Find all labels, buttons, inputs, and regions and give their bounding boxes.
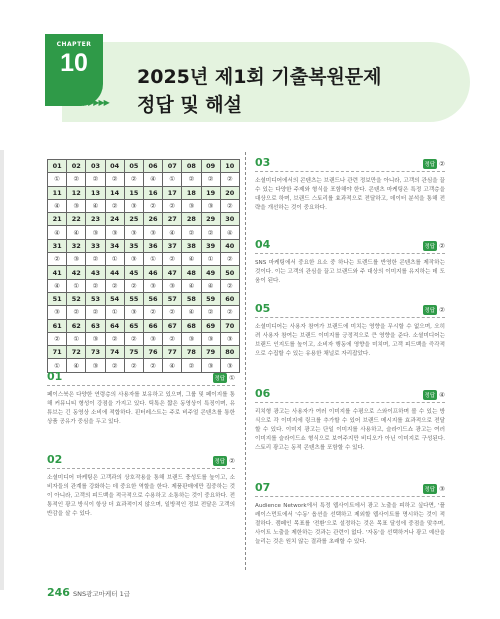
answer-row [48, 199, 240, 212]
answer-cell: ④ [86, 199, 105, 212]
question-number: 07 [255, 481, 271, 494]
answer-cell: ② [143, 306, 162, 319]
answer-badge: 정답 [423, 305, 438, 315]
explanation-01 [47, 370, 235, 427]
answer-cell: ③ [86, 332, 105, 345]
question-number-cell: 19 [201, 186, 220, 199]
answer-cell: ② [143, 199, 162, 212]
question-number-cell: 49 [201, 266, 220, 279]
question-number-cell: 78 [182, 346, 201, 359]
answer-table [47, 159, 240, 373]
answer-cell: ④ [182, 279, 201, 292]
answer-cell: ③ [201, 199, 220, 212]
answer-cell: ③ [143, 332, 162, 345]
answer-cell: ② [105, 279, 124, 292]
question-number-cell: 34 [105, 239, 124, 252]
question-number-cell: 59 [201, 292, 220, 305]
question-number-cell: 47 [163, 266, 182, 279]
question-number-cell: 58 [182, 292, 201, 305]
question-number-cell: 15 [124, 186, 143, 199]
answer-cell: ① [48, 173, 67, 186]
answer-cell: ① [67, 279, 86, 292]
answer-value: ③ [439, 485, 445, 493]
question-number-cell: 50 [220, 266, 239, 279]
question-number-row [48, 186, 240, 199]
question-number-cell: 79 [201, 346, 220, 359]
question-number-row [48, 213, 240, 226]
question-number-cell: 45 [124, 266, 143, 279]
explanation-text: 소셜미디어는 사용자 참여가 브랜드에 미치는 영향을 무시할 수 없으며, 오히려 사용자 참여는 브랜드 이미지를 긍정적으로 큰 영향을 준다. 소셜미디어는 브랜드 인지도를 높이고, 소비자 행동에 영향을 미치며, 고객 피드백을 즉각적으로 수집할 수 있는 유용한 채널로 자리잡았다. [255, 324, 445, 357]
answer-value: ② [439, 306, 445, 314]
question-number-cell: 01 [48, 160, 67, 173]
question-number-cell: 32 [67, 239, 86, 252]
question-number-cell: 07 [163, 160, 182, 173]
answer-row [48, 332, 240, 345]
answer-cell: ④ [163, 359, 182, 372]
answer-cell: ② [67, 173, 86, 186]
answer-cell: ② [220, 199, 239, 212]
question-number-cell: 41 [48, 266, 67, 279]
chapter-number: 10 [60, 49, 88, 77]
question-number-cell: 65 [124, 319, 143, 332]
answer-cell: ③ [163, 279, 182, 292]
question-number-cell: 62 [67, 319, 86, 332]
answer-cell: ① [67, 332, 86, 345]
question-number-cell: 24 [105, 213, 124, 226]
answer-cell: ④ [163, 226, 182, 239]
answer-cell: ② [201, 173, 220, 186]
explanation-02 [47, 453, 235, 519]
chapter-label: CHAPTER [56, 41, 92, 48]
question-number-cell: 48 [182, 266, 201, 279]
answer-cell: ④ [182, 253, 201, 266]
answer-row [48, 306, 240, 319]
explanation-text: 소셜미디어에서의 콘텐츠는 브랜드나 관련 정보만을 아니라, 고객의 관심을 끌 수 있는 다양한 주제와 형식을 포함해야 한다. 콘텐츠 마케팅은 특정 고객층을 대상으로 하며, 브랜드 스토리를 효과적으로 전달하고, 데이터 분석을 통해 전략을 개선하는 것이 중요하다. [255, 178, 445, 211]
question-number-cell: 63 [86, 319, 105, 332]
answer-cell: ② [143, 359, 162, 372]
question-number-cell: 31 [48, 239, 67, 252]
answer-cell: ③ [86, 359, 105, 372]
answer-cell: ③ [86, 226, 105, 239]
answer-cell: ② [124, 279, 143, 292]
answer-cell: ③ [124, 199, 143, 212]
question-number-cell: 27 [163, 213, 182, 226]
answer-cell: ③ [48, 306, 67, 319]
explanation-text: 소셜미디어 마케팅은 고객과의 상호작용을 통해 브랜드 충성도를 높이고, 소비자들의 관계를 강화하는 데 중요한 역할을 한다. 제품판매에만 집중하는 것이 아니라, 고객의 피드백을 적극적으로 수용하고 소통하는 것이 중요하다. 전통적인 광고 방식이 항상 더 효과적이지 않으며, 일방적인 정보 전달은 고객의 반감을 살 수 있다. [47, 475, 235, 517]
question-number-row [48, 292, 240, 305]
question-number-cell: 60 [220, 292, 239, 305]
answer-cell: ④ [67, 359, 86, 372]
question-number-cell: 16 [143, 186, 162, 199]
question-number-cell: 13 [86, 186, 105, 199]
question-number-cell: 28 [182, 213, 201, 226]
question-number: 01 [47, 370, 63, 383]
answer-cell: ③ [143, 279, 162, 292]
answer-cell: ② [105, 359, 124, 372]
column-divider [245, 152, 246, 570]
answer-value: ② [439, 242, 445, 250]
question-number-cell: 35 [124, 239, 143, 252]
question-number-cell: 55 [124, 292, 143, 305]
answer-badge: 정답 [423, 390, 438, 400]
answer-cell: ② [182, 359, 201, 372]
question-number-cell: 30 [220, 213, 239, 226]
answer-cell: ① [143, 253, 162, 266]
page-subtitle: 정답 및 해설 [137, 94, 242, 116]
explanation-text: 리치형 광고는 사용자가 여러 이미지를 수평으로 스와이프하며 볼 수 있는 방식으로 각 이미지에 링크를 추가할 수 있어 브랜드 메시지를 효과적으로 전달할 수 있다. 이미지 광고는 단일 이미지를 사용하고, 슬라이드쇼 광고는 여러 이미지를 슬라이드쇼 형식으로 보여주지만 비디오가 아닌 이미지로 구성된다. 스토리 광고는 동적 콘텐츠를 포함할 수 있다. [255, 409, 445, 451]
answer-cell: ② [86, 306, 105, 319]
answer-cell: ② [182, 173, 201, 186]
question-number-cell: 57 [163, 292, 182, 305]
answer-cell: ④ [48, 279, 67, 292]
question-number-cell: 68 [182, 319, 201, 332]
explanation-05 [255, 302, 445, 359]
question-number-cell: 02 [67, 160, 86, 173]
answer-cell: ④ [201, 279, 220, 292]
question-number-cell: 06 [143, 160, 162, 173]
question-number-cell: 08 [182, 160, 201, 173]
answer-value: ① [229, 374, 235, 382]
question-number-cell: 20 [220, 186, 239, 199]
answer-cell: ③ [67, 253, 86, 266]
question-number-cell: 18 [182, 186, 201, 199]
answer-row [48, 173, 240, 186]
answer-cell: ④ [143, 173, 162, 186]
question-number-cell: 80 [220, 346, 239, 359]
answer-cell: ② [163, 332, 182, 345]
question-number-cell: 73 [86, 346, 105, 359]
answer-cell: ④ [182, 306, 201, 319]
question-number-cell: 71 [48, 346, 67, 359]
answer-cell: ② [201, 226, 220, 239]
answer-row [48, 253, 240, 266]
answer-cell: ② [163, 253, 182, 266]
answer-cell: ④ [48, 199, 67, 212]
page-number: 246 [47, 586, 70, 599]
answer-cell: ③ [105, 226, 124, 239]
answer-cell: ② [67, 306, 86, 319]
question-number-row [48, 239, 240, 252]
answer-cell: ② [201, 306, 220, 319]
answer-cell: ② [220, 253, 239, 266]
answer-cell: ③ [67, 199, 86, 212]
question-number-cell: 40 [220, 239, 239, 252]
question-number-cell: 37 [163, 239, 182, 252]
question-number-cell: 03 [86, 160, 105, 173]
answer-cell: ② [86, 173, 105, 186]
answer-badge: 정답 [423, 484, 438, 494]
question-number-cell: 36 [143, 239, 162, 252]
question-number-cell: 38 [182, 239, 201, 252]
question-number-cell: 44 [105, 266, 124, 279]
question-number-cell: 72 [67, 346, 86, 359]
answer-badge: 정답 [423, 159, 438, 169]
question-number-row [48, 266, 240, 279]
question-number-row [48, 319, 240, 332]
answer-cell: ② [48, 332, 67, 345]
answer-cell: ② [124, 173, 143, 186]
question-number-cell: 52 [67, 292, 86, 305]
page-title: 2025년 제1회 기출복원문제 [137, 66, 382, 88]
question-number-cell: 22 [67, 213, 86, 226]
question-number-row [48, 160, 240, 173]
answer-cell: ③ [124, 226, 143, 239]
explanation-06 [255, 387, 445, 453]
answer-cell: ② [86, 279, 105, 292]
answer-cell: ① [163, 173, 182, 186]
answer-cell: ④ [220, 226, 239, 239]
left-edge-bar [0, 150, 4, 590]
question-number-cell: 51 [48, 292, 67, 305]
question-number-cell: 29 [201, 213, 220, 226]
answer-value: ② [229, 457, 235, 465]
question-number-cell: 04 [105, 160, 124, 173]
explanation-07 [255, 481, 445, 547]
question-number-cell: 25 [124, 213, 143, 226]
answer-cell: ② [124, 359, 143, 372]
question-number-cell: 64 [105, 319, 124, 332]
answer-cell: ② [163, 306, 182, 319]
book-title: SNS광고마케터 1급 [73, 590, 130, 598]
question-number-cell: 23 [86, 213, 105, 226]
answer-cell: ② [48, 253, 67, 266]
answer-cell: ① [105, 306, 124, 319]
answer-cell: ③ [220, 359, 239, 372]
question-number-cell: 17 [163, 186, 182, 199]
question-number-cell: 43 [86, 266, 105, 279]
answer-cell: ② [182, 226, 201, 239]
answer-cell: ② [163, 199, 182, 212]
question-number-cell: 33 [86, 239, 105, 252]
answer-cell: ② [105, 332, 124, 345]
explanation-04 [255, 238, 445, 286]
answer-value: ④ [439, 391, 445, 399]
answer-cell: ② [105, 173, 124, 186]
question-number-cell: 42 [67, 266, 86, 279]
question-number-cell: 26 [143, 213, 162, 226]
answer-cell: ② [220, 279, 239, 292]
answer-cell: ③ [182, 332, 201, 345]
question-number-cell: 46 [143, 266, 162, 279]
question-number-cell: 39 [201, 239, 220, 252]
answer-cell: ① [48, 359, 67, 372]
question-number-cell: 74 [105, 346, 124, 359]
answer-row [48, 279, 240, 292]
question-number-row [48, 346, 240, 359]
answer-cell: ② [86, 253, 105, 266]
question-number: 05 [255, 302, 271, 315]
arrows-decoration-icon: ▶▶▶▶▶ [83, 98, 109, 107]
answer-cell: ③ [201, 359, 220, 372]
answer-cell: ③ [220, 332, 239, 345]
question-number-cell: 11 [48, 186, 67, 199]
question-number-cell: 05 [124, 160, 143, 173]
explanation-03 [255, 156, 445, 213]
question-number: 03 [255, 156, 271, 169]
question-number-cell: 67 [163, 319, 182, 332]
answer-cell: ① [201, 253, 220, 266]
question-number-cell: 76 [143, 346, 162, 359]
answer-cell: ③ [182, 199, 201, 212]
question-number-cell: 66 [143, 319, 162, 332]
answer-badge: 정답 [213, 456, 228, 466]
answer-cell: ② [220, 173, 239, 186]
answer-cell: ② [220, 306, 239, 319]
answer-cell: ③ [143, 226, 162, 239]
answer-cell: ③ [124, 306, 143, 319]
answer-cell: ④ [67, 226, 86, 239]
answer-cell: ② [105, 199, 124, 212]
question-number-cell: 54 [105, 292, 124, 305]
explanation-text: Audience Network에서 특정 웹사이트에서 광고 노출을 피하고 싶다면, '플레이스먼트에서 '수동' 옵션을 선택하고 제외할 웹사이트를 명시하는 것이 적절하다. 캠페인 목표를 '전환'으로 설정하는 것은 목표 달성에 중점을 맞추며, 사이트 노출을 제한하는 것과는 관련이 없다. '자동'을 선택하거나 광고 예산을 늘리는 것은 원치 않는 결과를 초래할 수 있다. [255, 503, 445, 545]
question-number-cell: 09 [201, 160, 220, 173]
answer-cell: ③ [124, 253, 143, 266]
answer-cell: ① [105, 253, 124, 266]
question-number-cell: 10 [220, 160, 239, 173]
question-number-cell: 56 [143, 292, 162, 305]
answer-value: ② [439, 160, 445, 168]
answer-badge: 정답 [213, 373, 228, 383]
question-number-cell: 53 [86, 292, 105, 305]
explanation-text: SNS 마케팅에서 중요한 요소 중 하나는 트렌드를 반영한 콘텐츠를 제작하는 것이다. 이는 고객의 관심을 끌고 브랜드와 주 대상의 이미지를 유지하는 데 도움이 된다. [255, 260, 445, 284]
question-number-cell: 21 [48, 213, 67, 226]
question-number-cell: 77 [163, 346, 182, 359]
question-number: 04 [255, 238, 271, 251]
answer-cell: ④ [48, 226, 67, 239]
question-number: 06 [255, 387, 271, 400]
explanation-text: 페이스북은 다양한 연령층의 사용자를 보유하고 있으며, 그룹 및 페이지를 통해 커뮤니티 형성이 강점을 가지고 있다. 틱톡은 짧은 동영상이 특징이며, 유튜브는 긴 동영상 소비에 적합하다. 핀터레스트는 주로 비주얼 콘텐츠를 통한 상품 공유가 중심을 두고 있다. [47, 392, 235, 425]
answer-row [48, 226, 240, 239]
answer-cell: ③ [201, 332, 220, 345]
answer-cell: ② [124, 332, 143, 345]
question-number-cell: 75 [124, 346, 143, 359]
question-number-cell: 69 [201, 319, 220, 332]
question-number-cell: 61 [48, 319, 67, 332]
question-number-cell: 12 [67, 186, 86, 199]
question-number-cell: 14 [105, 186, 124, 199]
answer-badge: 정답 [423, 241, 438, 251]
question-number: 02 [47, 453, 63, 466]
question-number-cell: 70 [220, 319, 239, 332]
